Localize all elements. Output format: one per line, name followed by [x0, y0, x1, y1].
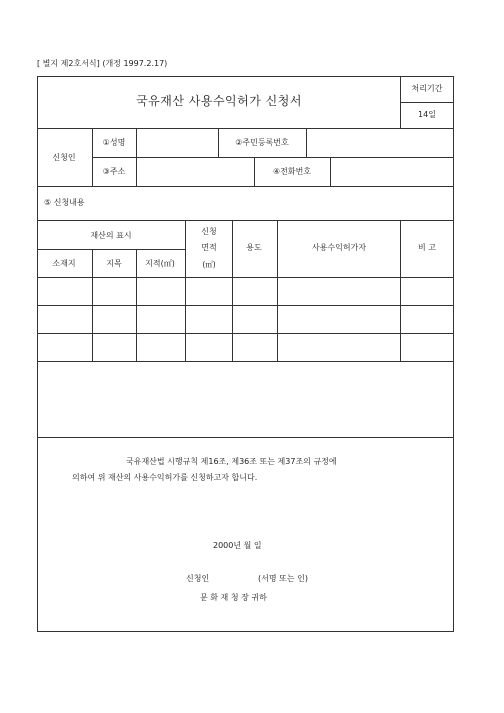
applicant-label: 신청인: [52, 153, 76, 162]
application-date: 2000년 월 일: [213, 541, 262, 550]
column-land-category: 지목: [106, 259, 122, 268]
phone-label: ④전화번호: [272, 167, 312, 176]
processing-period-value: 14일: [418, 110, 436, 119]
request-content-label: ⑤ 신청내용: [44, 198, 85, 207]
column-use: 용도: [246, 243, 262, 252]
column-location: 소재지: [52, 259, 76, 268]
column-requested-area-unit: (㎡): [202, 260, 216, 269]
resident-number-label: ②주민등록번호: [235, 138, 289, 147]
signature-applicant-label: 신청인: [186, 574, 210, 583]
column-permission-holder: 사용수익허가자: [311, 243, 367, 252]
form-title: 국유재산 사용수익허가 신청서: [136, 94, 302, 108]
form-number-note: [ 별지 제2호서식] (개정 1997.2.17): [37, 59, 168, 68]
column-lot-area: 지적(㎡): [145, 259, 175, 268]
signature-hint: (서명 또는 인): [258, 574, 308, 583]
property-display-header: 재산의 표시: [90, 231, 132, 240]
column-remarks: 비 고: [418, 243, 436, 252]
recipient-line: 문 화 재 청 장 귀하: [200, 593, 267, 602]
column-requested-area-line2: 면적: [201, 243, 217, 252]
statement-line-2: 의하여 위 재산의 사용수익허가를 신청하고자 합니다.: [72, 473, 258, 482]
address-label: ③주소: [102, 167, 126, 176]
statement-line-1: 국유재산법 시행규칙 제16조, 제36조 또는 제37조의 규정에: [126, 457, 337, 466]
column-requested-area-line1: 신청: [201, 227, 217, 236]
name-label: ①성명: [102, 138, 126, 147]
processing-period-label: 처리기간: [411, 84, 443, 93]
